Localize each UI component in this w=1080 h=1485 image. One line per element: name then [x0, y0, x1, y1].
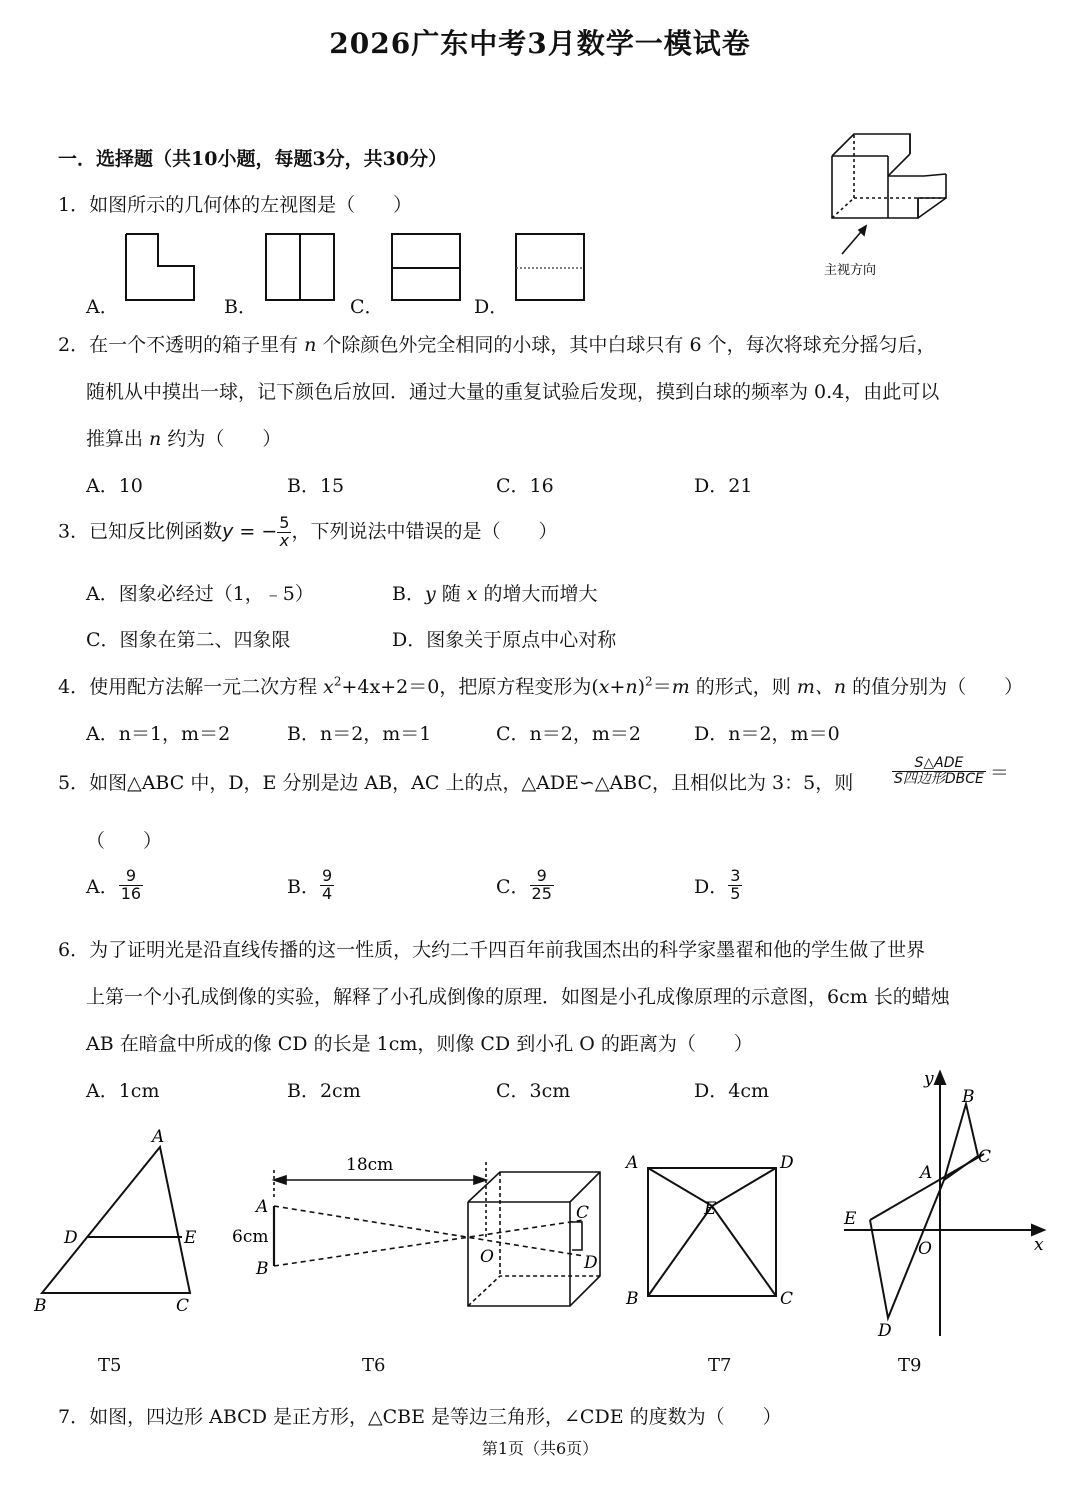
t9-label-y: y — [924, 1069, 934, 1089]
t9-label-d: D — [878, 1321, 892, 1341]
q4-option-d: D．n＝2，m＝0 — [694, 723, 840, 745]
t6-label-o: O — [480, 1247, 494, 1267]
page-footer: 第1页（共6页） — [481, 1439, 599, 1458]
q1-option-a-label: A． — [86, 296, 119, 318]
q2-option-b: B．15 — [287, 475, 345, 497]
q6-option-c: C．3cm — [496, 1080, 571, 1102]
q6-line-2: 上第一个小孔成倒像的实验，解释了小孔成倒像的原理．如图是小孔成像原理的示意图，6cm 长的蜡烛 — [86, 986, 950, 1008]
t7-label-e: E — [704, 1199, 717, 1219]
q3-option-c: C．图象在第二、四象限 — [86, 629, 291, 651]
t9-label-b: B — [962, 1087, 975, 1107]
t5-label-e: E — [184, 1228, 197, 1248]
t6-label-b: B — [256, 1259, 269, 1279]
t5-label-d: D — [64, 1228, 78, 1248]
t5-label-c: C — [176, 1296, 190, 1316]
t7-label-d: D — [780, 1153, 794, 1173]
page-title: 2026广东中考3月数学一模试卷 — [329, 27, 751, 60]
t7-caption: T7 — [708, 1355, 732, 1376]
q2-option-c: C．16 — [496, 475, 554, 497]
t9-label-c: C — [978, 1147, 992, 1167]
q1-option-b-label: B． — [224, 296, 257, 318]
q2-line-2: 随机从中摸出一球，记下颜色后放回．通过大量的重复试验后发现，摸到白球的频率为 0.4，由此可以 — [86, 381, 940, 403]
t6-label-a: A — [256, 1197, 269, 1217]
q1-option-c-label: C． — [350, 296, 384, 318]
q5-paren: （ ） — [86, 830, 163, 852]
q5-area-ratio: $\frac{\text{S△ADE}}{\text{S四边形DBCE}}$ ＝ — [894, 755, 1009, 787]
t9-label-e: E — [844, 1209, 857, 1229]
t6-caption: T6 — [362, 1355, 386, 1376]
q7-stem: 7．如图，四边形 ABCD 是正方形，△CBE 是等边三角形，∠CDE 的度数为（ ） — [58, 1406, 782, 1428]
q5-option-c: C． $\frac{9}{25}$ — [496, 866, 552, 903]
q2-option-a: A．10 — [86, 475, 143, 497]
q1-solid-figure — [818, 126, 968, 286]
q1-option-b-figure — [262, 230, 338, 304]
t7-figure — [620, 1150, 800, 1315]
q6-line-3: AB 在暗盒中所成的像 CD 的长是 1cm，则像 CD 到小孔 O 的距离为（ ） — [86, 1033, 753, 1055]
t7-label-b: B — [626, 1289, 639, 1309]
q3-option-a: A．图象必经过（1，﹣5） — [86, 583, 314, 605]
section-heading: 一．选择题（共10小题，每题3分，共30分） — [58, 148, 448, 170]
t7-label-a: A — [626, 1153, 639, 1173]
t5-figure — [30, 1125, 210, 1320]
q5-option-b: B． $\frac{9}{4}$ — [287, 866, 333, 903]
q1-stem: 1．如图所示的几何体的左视图是（ ） — [58, 194, 413, 216]
t6-height-label: 6cm — [232, 1227, 269, 1247]
q3-stem: 3．已知反比例函数y = − $\frac{5}{x}$ ，下列说法中错误的是（ ） — [58, 513, 558, 550]
q3-option-d: D．图象关于原点中心对称 — [392, 629, 617, 651]
q1-direction-label: 主视方向 — [824, 263, 877, 278]
t9-label-o: O — [918, 1239, 932, 1259]
q3-option-b: B．y 随 x 的增大而增大 — [392, 583, 598, 605]
t5-label-a: A — [152, 1127, 165, 1147]
q1-option-d-label: D． — [474, 296, 509, 318]
q6-option-b: B．2cm — [287, 1080, 361, 1102]
q4-option-c: C．n＝2，m＝2 — [496, 723, 641, 745]
q3-fraction: $\frac{5}{x}$ — [279, 513, 290, 550]
t6-label-c: C — [576, 1203, 590, 1223]
t9-caption: T9 — [898, 1355, 922, 1376]
t5-label-b: B — [34, 1296, 47, 1316]
q1-option-c-figure — [388, 230, 464, 304]
q1-option-a-figure — [122, 230, 198, 304]
q4-option-a: A．n＝1，m＝2 — [86, 723, 231, 745]
q2-line-3: 推算出 n 约为（ ） — [86, 428, 282, 450]
t5-caption: T5 — [98, 1355, 122, 1376]
q4-stem: 4．使用配方法解一元二次方程 $x^2+4x+2=0$，把原方程变形为$(x+n)^2=m$ 的形式，则 m、n 的值分别为（ ） — [58, 674, 1024, 698]
t7-label-c: C — [780, 1289, 794, 1309]
q6-line-1: 6．为了证明光是沿直线传播的这一性质，大约二千四百年前我国杰出的科学家墨翟和他的学生做了世界 — [58, 939, 926, 961]
q6-option-d: D．4cm — [694, 1080, 769, 1102]
q2-option-d: D．21 — [694, 475, 753, 497]
q6-option-a: A．1cm — [86, 1080, 160, 1102]
t9-label-x: x — [1034, 1235, 1044, 1255]
q5-option-a: A． $\frac{9}{16}$ — [86, 866, 142, 903]
t9-figure — [834, 1066, 1054, 1346]
t9-label-a: A — [920, 1163, 933, 1183]
t6-figure — [230, 1150, 610, 1315]
t6-label-d: D — [584, 1253, 598, 1273]
q5-stem: 5．如图△ABC 中，D，E 分别是边 AB，AC 上的点，△ADE∽△ABC，且相似比为 3：5，则 — [58, 772, 854, 794]
t6-distance-label: 18cm — [346, 1155, 394, 1175]
q1-option-d-figure — [512, 230, 588, 304]
q2-line-1: 2．在一个不透明的箱子里有 n 个除颜色外完全相同的小球，其中白球只有 6 个，每次将球充分摇匀后， — [58, 334, 936, 356]
q4-option-b: B．n＝2，m＝1 — [287, 723, 432, 745]
q5-option-d: D． $\frac{3}{5}$ — [694, 866, 741, 903]
